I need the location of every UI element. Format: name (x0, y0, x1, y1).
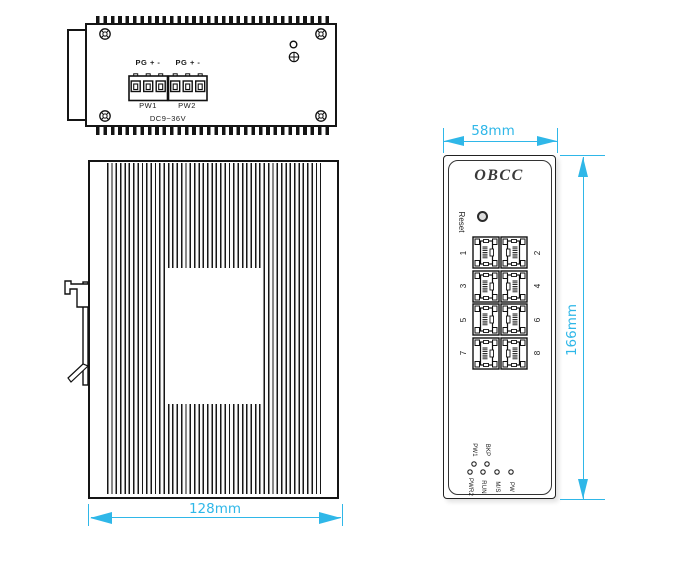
dimension-arrow-right-icon (319, 512, 341, 524)
terminal-blocks (128, 73, 208, 102)
dimension-line (583, 157, 584, 499)
port-number-8: 8 (532, 350, 542, 356)
rear-width-dimension-label: 128mm (188, 500, 242, 517)
dimension-line (91, 517, 341, 518)
brand-logo: OBCC (474, 167, 524, 184)
led-label-run: RUN (480, 480, 486, 494)
dimension-arrow-right-icon (537, 136, 557, 146)
voltage-label: DC9~36V (149, 113, 187, 123)
rj45-port-icon (500, 270, 528, 303)
serration-bottom-edge (96, 127, 332, 135)
port-number-5: 5 (458, 317, 468, 322)
dimension-arrow-left-icon (444, 136, 464, 146)
port-number-6: 6 (532, 317, 542, 322)
front-width-dimension-label: 58mm (471, 123, 515, 139)
corner-screw-icon (98, 109, 112, 123)
rj45-port-icon (500, 236, 528, 269)
terminal-header-label: PG + - (135, 57, 161, 67)
ground-screw-icon (288, 51, 300, 63)
port-number-4: 4 (532, 283, 542, 289)
led-label-bkp: BKP (484, 443, 490, 457)
port-number-7: 7 (458, 350, 468, 356)
port-number-1: 1 (458, 250, 468, 255)
corner-screw-icon (314, 109, 328, 123)
led-label-pwr2: PWR2 (467, 477, 473, 497)
corner-screw-icon (314, 27, 328, 41)
rear-view (0, 150, 360, 540)
dimension-extension-line (88, 504, 89, 526)
port-number-2: 2 (532, 250, 542, 255)
dimension-extension-line (557, 128, 558, 153)
rj45-port-icon (472, 270, 500, 303)
rj45-port-icon (500, 337, 528, 370)
rj45-port-icon (472, 236, 500, 269)
top-view-body (85, 23, 337, 127)
terminal-header-label: PG + - (175, 57, 201, 67)
rj45-port-icon (472, 337, 500, 370)
corner-screw-icon (98, 27, 112, 41)
rj45-port-icon (472, 303, 500, 336)
front-view (420, 100, 690, 540)
led-label-pw1: PW1 (471, 443, 477, 457)
reset-button (477, 211, 488, 222)
ports-grid (472, 236, 528, 370)
ground-ring-icon (289, 40, 298, 49)
product-label-area (165, 268, 262, 404)
power2-label: PW2 (178, 100, 196, 110)
led-indicators (462, 458, 518, 478)
power1-label: PW1 (139, 100, 157, 110)
led-label-pw: PW (508, 481, 514, 493)
port-number-3: 3 (458, 283, 468, 289)
dimension-arrow-up-icon (578, 157, 588, 177)
dimension-extension-line (443, 128, 444, 153)
dimension-extension-line (560, 155, 605, 156)
dimension-arrow-left-icon (90, 512, 112, 524)
reset-label: Reset (457, 211, 467, 233)
rj45-port-icon (500, 303, 528, 336)
din-rail-clip-icon (62, 278, 92, 390)
dimension-arrow-down-icon (578, 479, 588, 499)
dimension-extension-line (342, 504, 343, 526)
top-view (0, 0, 360, 150)
led-label-ms: M/S (494, 481, 500, 493)
dimension-extension-line (560, 499, 605, 500)
front-height-dimension-label: 166mm (564, 303, 580, 357)
